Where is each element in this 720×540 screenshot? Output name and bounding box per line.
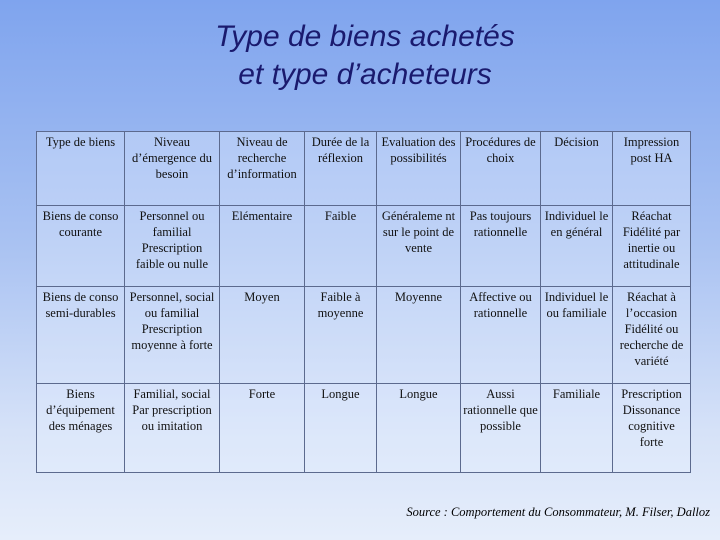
table-cell: Réachat Fidélité par inertie ou attitudinale	[613, 206, 691, 287]
header-cell: Procédures de choix	[461, 132, 541, 206]
table-cell: Moyenne	[377, 287, 461, 384]
table-cell: Faible	[305, 206, 377, 287]
table-cell: Familial, social Par prescription ou imitation	[125, 384, 220, 473]
table-cell: Prescription Dissonance cognitive forte	[613, 384, 691, 473]
table-cell: Familiale	[541, 384, 613, 473]
table-row	[37, 287, 691, 384]
header-cell: Niveau de recherche d’information	[220, 132, 305, 206]
table-cell: Généraleme nt sur le point de vente	[377, 206, 461, 287]
table-cell: Moyen	[220, 287, 305, 384]
table-cell: Biens de conso courante	[37, 206, 125, 287]
table-cell: Elémentaire	[220, 206, 305, 287]
table-row	[37, 206, 691, 287]
title-line-2: et type d’acheteurs	[238, 58, 492, 91]
table-cell: Pas toujours rationnelle	[461, 206, 541, 287]
source-citation: Source : Comportement du Consommateur, M. Filser, Dalloz	[406, 505, 710, 519]
table-cell: Aussi rationnelle que possible	[461, 384, 541, 473]
table-cell: Réachat à l’occasion Fidélité ou recherche de variété	[613, 287, 691, 384]
header-cell: Décision	[541, 132, 613, 206]
table-cell: Faible à moyenne	[305, 287, 377, 384]
table-cell: Individuel le en général	[541, 206, 613, 287]
title-line-1: Type de biens achetés	[215, 20, 515, 53]
table-cell: Longue	[377, 384, 461, 473]
table-cell: Individuel le ou familiale	[541, 287, 613, 384]
header-cell: Evaluation des possibilités	[377, 132, 461, 206]
table-cell: Biens d’équipement des ménages	[37, 384, 125, 473]
table-cell: Biens de conso semi-durables	[37, 287, 125, 384]
table-cell: Affective ou rationnelle	[461, 287, 541, 384]
header-cell: Impression post HA	[613, 132, 691, 206]
table-cell: Longue	[305, 384, 377, 473]
table-cell: Personnel ou familial Prescription faible ou nulle	[125, 206, 220, 287]
slide-title	[0, 18, 720, 94]
header-cell: Niveau d’émergence du besoin	[125, 132, 220, 206]
table-header-row	[37, 132, 691, 206]
table-row	[37, 384, 691, 473]
header-cell: Durée de la réflexion	[305, 132, 377, 206]
table-cell: Personnel, social ou familial Prescription moyenne à forte	[125, 287, 220, 384]
table-cell: Forte	[220, 384, 305, 473]
header-cell: Type de biens	[37, 132, 125, 206]
buyer-type-table	[36, 131, 691, 473]
